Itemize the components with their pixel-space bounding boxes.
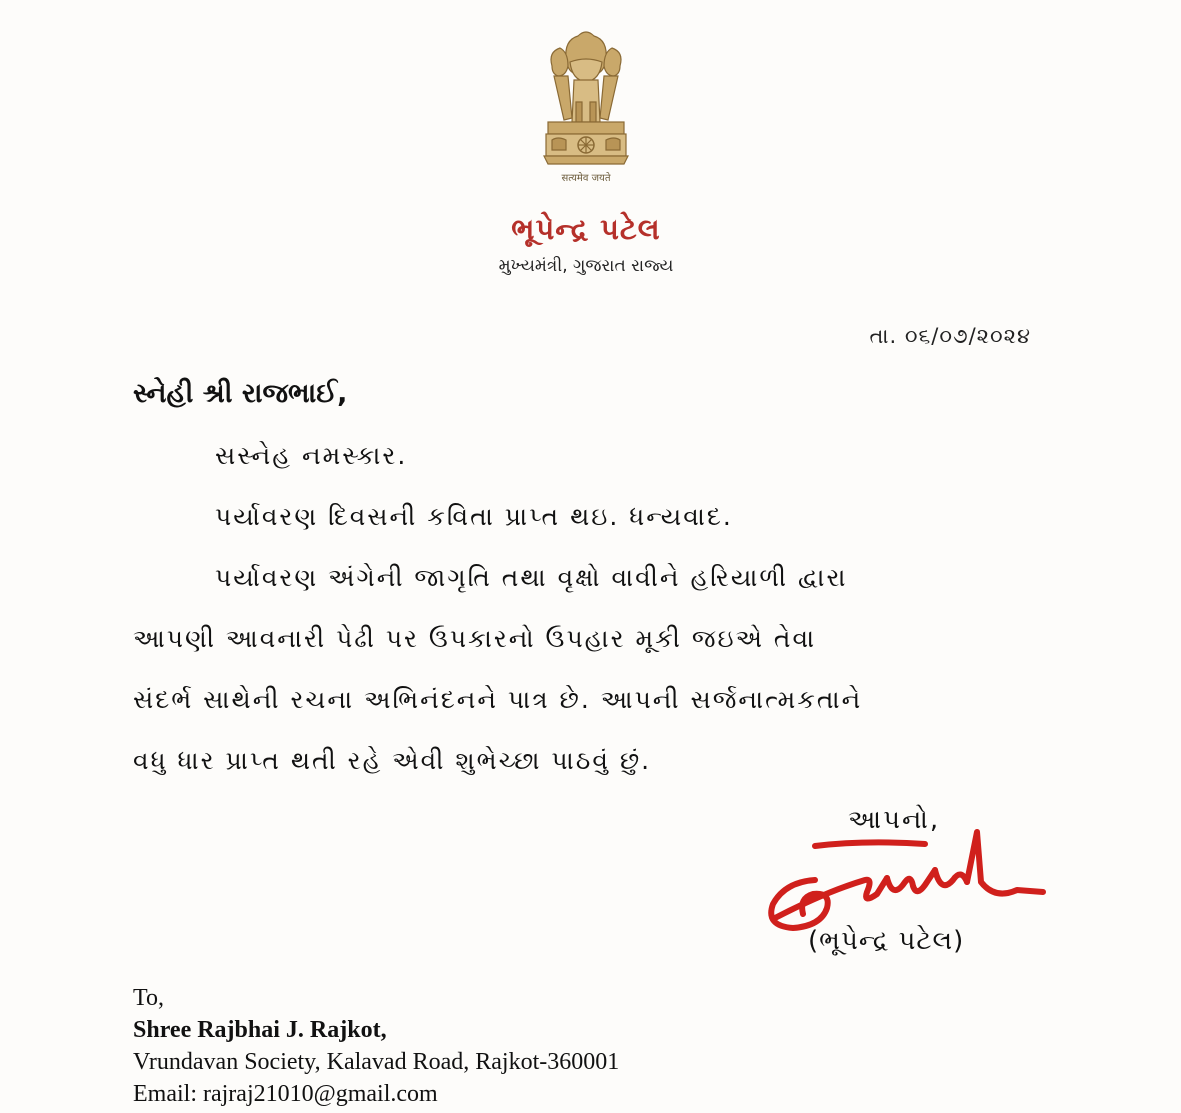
sender-name-heading: ભૂપેન્દ્ર પટેલ: [511, 212, 661, 246]
body-line: પર્યાવરણ અંગેની જાગૃતિ તથા વૃક્ષો વાવીને હરિયાળી દ્વારા: [215, 563, 848, 592]
recipient-name: Shree Rajbhai J. Rajkot,: [133, 1017, 387, 1043]
body-paragraph-1: પર્યાવરણ દિવસની કવિતા પ્રાપ્ત થઇ. ધન્યવાદ.: [215, 502, 733, 531]
recipient-email: Email: rajraj21010@gmail.com: [133, 1081, 438, 1107]
body-line: આપણી આવનારી પેઢી પર ઉપકારનો ઉપહાર મૂકી જઇએ તેવા: [133, 624, 817, 653]
body-line: સંદર્ભ સાથેની રચના અભિનંદનને પાત્ર છે. આપની સર્જનાત્મકતાને: [133, 685, 863, 714]
to-label: To,: [133, 985, 164, 1011]
body-line: વધુ ધાર પ્રાપ્ત થતી રહે એવી શુભેચ્છા પાઠવું છું.: [133, 746, 652, 775]
recipient-address: Vrundavan Society, Kalavad Road, Rajkot-360001: [133, 1049, 620, 1075]
state-emblem-icon: [536, 22, 636, 172]
emblem-motto: सत्यमेव जयते: [561, 173, 611, 184]
salutation: સ્નેહી શ્રી રાજભાઈ,: [133, 378, 348, 409]
signer-name: (ભૂપેન્દ્ર પટેલ): [808, 926, 965, 956]
greeting-line: સસ્નેહ નમસ્કાર.: [215, 441, 408, 470]
sender-designation: મુખ્યમંત્રી, ગુજરાત રાજ્ય: [498, 256, 674, 276]
valediction: આપનો,: [848, 805, 941, 835]
letter-date: તા. ૦૬/૦૭/૨૦૨૪: [869, 324, 1031, 348]
